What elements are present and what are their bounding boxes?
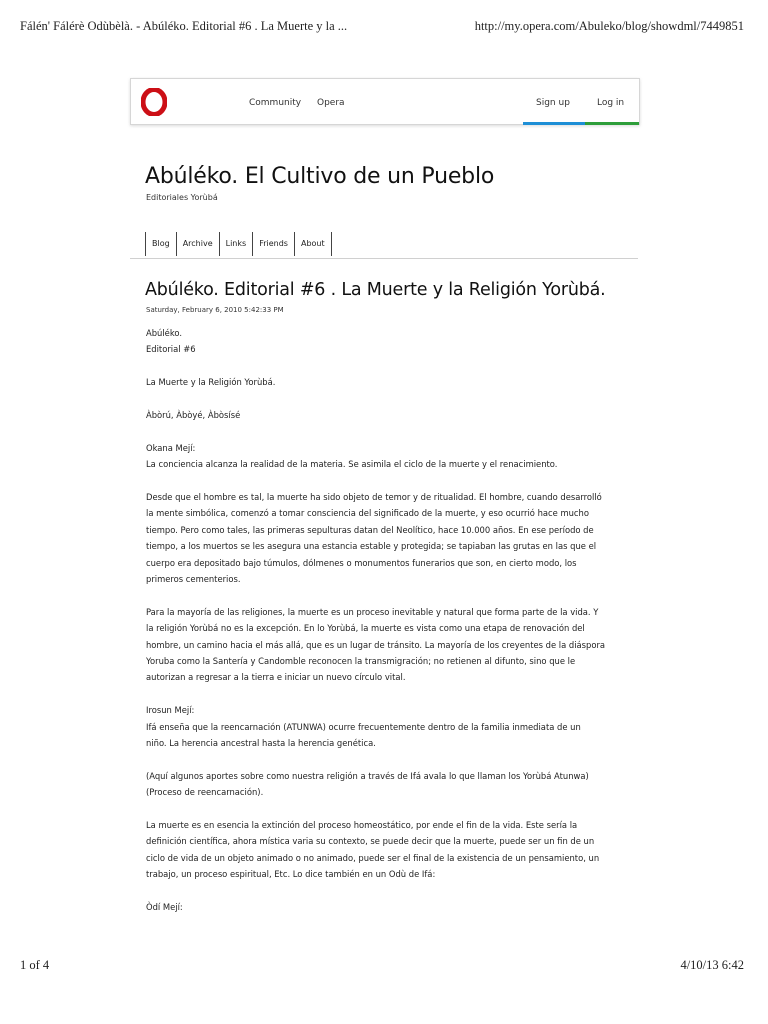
post-line: Yoruba como la Santería y Candomble reconocen la transmigración; no retienen al difunto, sino que le [146, 656, 576, 667]
post-paragraph [146, 702, 636, 751]
post-line: (Aquí algunos aportes sobre como nuestra religión a través de Ifá avala lo que llaman los Yorùbá Atunwa) [146, 770, 589, 781]
signup-accent-bar [523, 122, 585, 125]
post-line: Òdí Mejí: [146, 902, 183, 913]
post-line: Desde que el hombre es tal, la muerte ha sido objeto de temor y de ritualidad. El hombre, cuando desarrolló [146, 492, 602, 502]
opera-navbar [130, 78, 640, 125]
post-line: Okana Mejí: [146, 442, 196, 453]
opera-logo-icon[interactable] [141, 88, 167, 116]
print-header-url[interactable]: http://my.opera.com/Abuleko/blog/showdml/7449851 [474, 19, 744, 33]
post-line: La conciencia alcanza la realidad de la materia. Se asimila el ciclo de la muerte y el renacimiento. [146, 459, 558, 470]
post-line: tiempo, a los muertos se les asegura una estancia estable y protegida; se tapiaban las grutas en las que el [146, 541, 597, 552]
tab-about[interactable]: About [294, 232, 332, 256]
post-paragraph [146, 604, 636, 686]
post-line: Àbòrú, Àbòyé, Àbòsísé [146, 410, 241, 420]
print-footer [20, 958, 744, 978]
blog-subtitle: Editoriales Yorùbá [146, 193, 218, 202]
post-line: ciclo de vida de un objeto animado o no animado, puede ser el final de la existencia de un pensamiento, un [146, 852, 600, 863]
post-date: Saturday, February 6, 2010 5:42:33 PM [146, 306, 284, 314]
nav-community[interactable]: Community [249, 98, 302, 108]
blog-title[interactable]: Abúléko. El Cultivo de un Pueblo [145, 164, 495, 189]
post-paragraph [146, 899, 636, 915]
post-line: primeros cementerios. [146, 574, 241, 585]
print-header-title: Fálén' Fálérè Odùbèlà. - Abúléko. Editorial #6 . La Muerte y la ... [20, 19, 348, 33]
post-line: la religión Yorùbá no es la excepción. En lo Yorùbá, la muerte es vista como una etapa de renovación del [146, 623, 585, 634]
post-line: la mente simbólica, comenzó a tomar consciencia del significado de la muerte, y eso ocurrió hace mucho [146, 508, 589, 519]
print-page-number: 1 of 4 [20, 958, 50, 972]
tab-archive[interactable]: Archive [176, 232, 219, 256]
post-paragraph [146, 489, 636, 587]
post-paragraph [146, 817, 636, 883]
post-line: Para la mayoría de las religiones, la muerte es un proceso inevitable y natural que forma parte de la vida. Y [146, 606, 599, 617]
tab-blog[interactable]: Blog [145, 232, 176, 256]
post-line: Irosun Mejí: [146, 705, 195, 716]
tab-links[interactable]: Links [219, 232, 253, 256]
post-line: autorizan a regresar a la tierra e iniciar un nuevo círculo vital. [146, 672, 406, 683]
tabs-divider [130, 258, 638, 259]
post-line: La muerte es en esencia la extinción del proceso homeostático, por ende el fin de la vida. Este sería la [146, 820, 578, 831]
post-body [146, 325, 636, 932]
blog-tabs [145, 232, 332, 256]
print-header [20, 19, 744, 39]
nav-login[interactable]: Log in [597, 98, 625, 108]
post-line: La Muerte y la Religión Yorùbá. [146, 377, 276, 388]
post-line: niño. La herencia ancestral hasta la herencia genética. [146, 738, 376, 749]
post-paragraph [146, 374, 636, 390]
post-line: Abúléko. [146, 328, 183, 338]
tab-friends[interactable]: Friends [252, 232, 294, 256]
post-line: cuerpo era depositado bajo túmulos, dólmenes o monumentos funerarios que son, en cierto modo, los [146, 557, 577, 568]
post-line: hombre, un camino hacia el más allá, que es un lugar de tránsito. La mayoría de los creyentes de la diáspora [146, 639, 606, 650]
post-line: Ifá enseña que la reencarnación (ATUNWA) ocurre frecuentemente dentro de la familia inmediata de un [146, 721, 581, 732]
login-accent-bar [585, 122, 639, 125]
post-line: tiempo. Pero como tales, las primeras sepulturas datan del Neolítico, hace 10.000 años. En ese período de [146, 524, 594, 535]
post-paragraph [146, 325, 636, 358]
nav-signup[interactable]: Sign up [536, 98, 570, 108]
post-paragraph [146, 440, 636, 473]
post-title[interactable]: Abúléko. Editorial #6 . La Muerte y la Religión Yorùbá. [145, 280, 606, 300]
nav-opera[interactable]: Opera [317, 98, 345, 108]
post-paragraph [146, 768, 636, 801]
post-line: Editorial #6 [146, 344, 196, 355]
post-paragraph [146, 407, 636, 423]
post-line: definición científica, ahora mística varia su contexto, se puede decir que la muerte, puede ser un fin de un [146, 836, 595, 847]
post-line: (Proceso de reencarnación). [146, 787, 264, 798]
post-line: trabajo, un proceso espiritual, Etc. Lo dice también en un Odù de Ifá: [146, 869, 436, 880]
print-datetime: 4/10/13 6:42 [680, 958, 744, 972]
